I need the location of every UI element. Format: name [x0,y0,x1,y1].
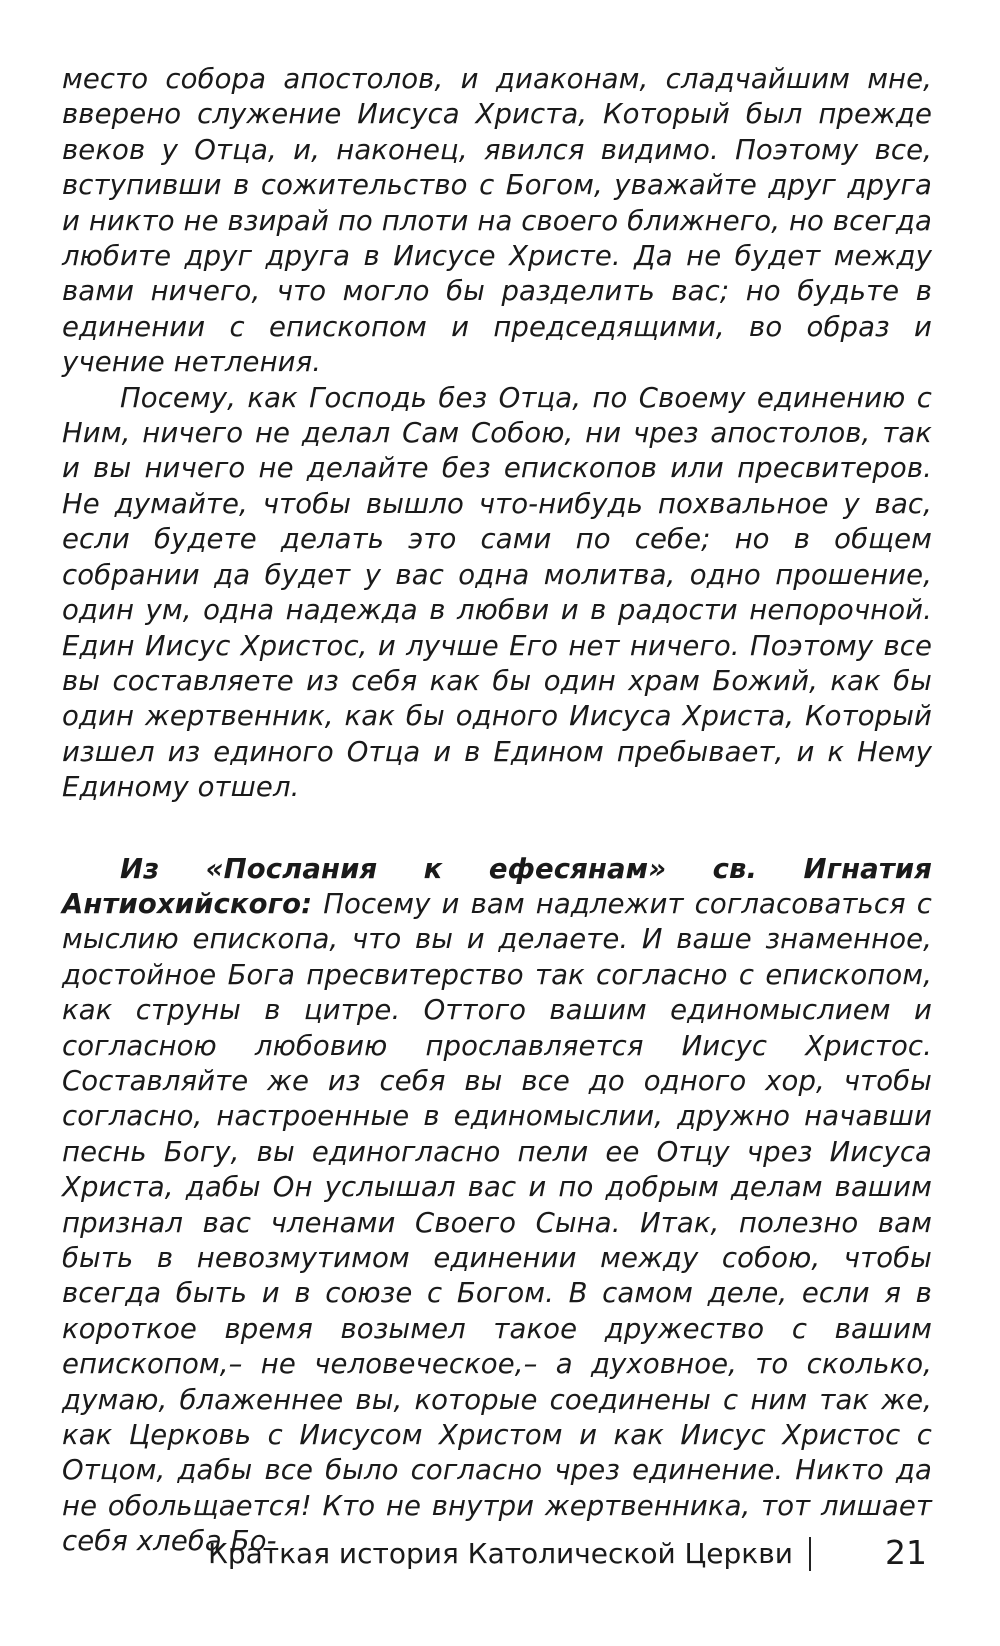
paragraph-2: Посему, как Господь без Отца, по Своему единению с Ним, ничего не делал Сам Собою, ни чрез апостолов, так и вы ничего не делайте без епископов или пресвитеров. Не думайте, чтобы вышло что-нибудь похвальное у вас, если будете делать это сами по себе; но в общем собрании да будет у вас одна молитва, одно прошение, один ум, одна надежда в любви и в радости непорочной. Един Иисус Христос, и лучше Его нет ничего. Поэтому все вы составляете из себя как бы один храм Божий, как бы один жертвенник, как бы одного Иисуса Христа, Который изшел из единого Отца и в Едином пребывает, и к Нему Единому отшел. [62,381,932,804]
paragraph-1: место собора апостолов, и диаконам, сладчайшим мне, вверено служение Иисуса Христа, Который был прежде веков у Отца, и, наконец, явился видимо. Поэтому все, вступивши в сожительство с Богом, уважайте друг друга и никто не взирай по плоти на своего ближнего, но всегда любите друг друга в Иисусе Христе. Да не будет между вами ничего, что могло бы разделить вас; но будьте в единении с епископом и председящими, во образ и учение нетления. [62,63,932,379]
page-number: 21 [885,1533,927,1572]
page-body [62,62,932,1560]
running-title: Краткая история Католической Церкви [208,1537,793,1570]
source-citation: Из «Послания к ефесянам» св. Игнатия Антиохийского: [62,852,932,920]
footer-divider [809,1537,811,1571]
paragraph-3 [62,852,932,1560]
page-footer [0,1533,1000,1577]
quotation-text: Посему и вам надлежит согласоваться с мыслию епископа, что вы и делаете. И ваше знаменное, достойное Бога пресвитерство так согласно с епископом, как струны в цитре. Оттого вашим единомыслием и согласною любовию прославляется Иисус Христос. Составляйте же из себя вы все до одного хор, чтобы согласно, настроенные в единомыслии, дружно начавши песнь Богу, вы единогласно пели ее Отцу чрез Иисуса Христа, дабы Он услышал вас и по добрым делам вашим признал вас членами Своего Сына. Итак, полезно вам быть в невозмутимом единении между собою, чтобы всегда быть и в союзе с Богом. В самом деле, если я в короткое время возымел такое дружество с вашим епископом,– не человеческое,– а духовное, то сколько, думаю, блаженнее вы, которые соединены с ним так же, как Церковь с Иисусом Христом и как Иисус Христос с Отцом, дабы все было согласно чрез единение. Никто да не обольщается! Кто не внутри жертвенника, тот лишает себя хлеба Бо- [62,887,932,1558]
